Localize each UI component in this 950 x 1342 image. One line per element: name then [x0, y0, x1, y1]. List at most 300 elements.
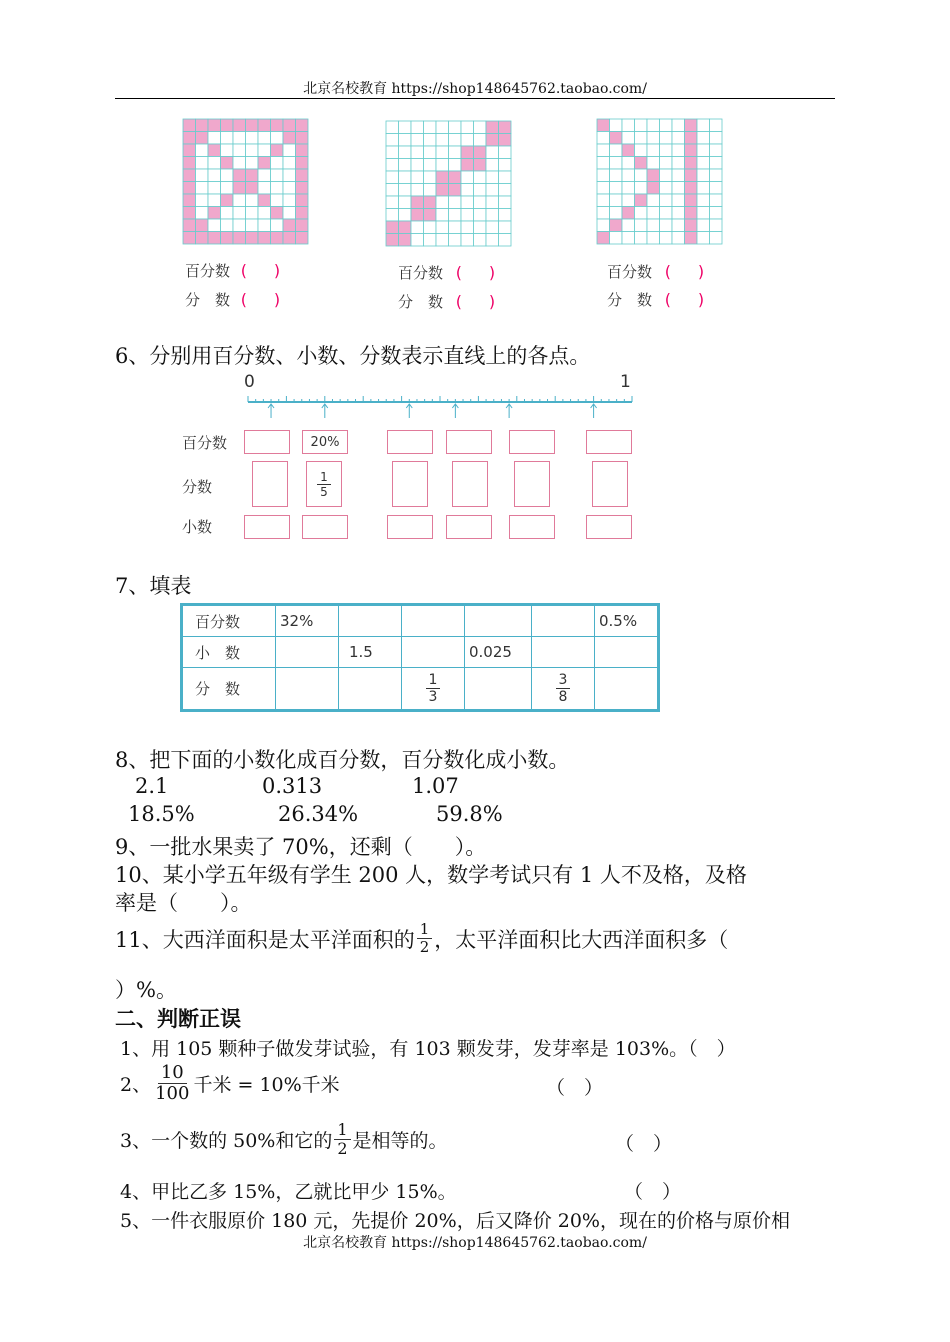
- grid-cell: [399, 234, 412, 247]
- grid-cell: [622, 132, 635, 145]
- grid-cell: [196, 132, 209, 145]
- grid-cell: [386, 184, 399, 197]
- grid-cell: [635, 144, 648, 157]
- grid-cell: [647, 119, 660, 132]
- numberline-end: 1: [620, 372, 631, 392]
- grid-cell: [710, 157, 723, 170]
- grid-cell: [411, 234, 424, 247]
- grid-cell: [647, 169, 660, 182]
- grid-cell: [386, 159, 399, 172]
- grid-cell: [685, 144, 698, 157]
- grid-cell: [660, 232, 673, 245]
- table-cell[interactable]: [532, 637, 595, 668]
- grid-cell: [474, 209, 487, 222]
- grid-cell: [296, 219, 309, 232]
- judge-answer-paren[interactable]: （ ）: [546, 1077, 604, 1099]
- table-row: [183, 637, 658, 668]
- answer-box[interactable]: [586, 430, 632, 454]
- grid-cell: [411, 171, 424, 184]
- grid-cell: [635, 219, 648, 232]
- grid-cell: [386, 209, 399, 222]
- judge-answer-paren[interactable]: （ ）: [615, 1133, 673, 1155]
- grid2-percent-label: 百分数 ( ): [398, 263, 496, 282]
- grid-cell: [474, 171, 487, 184]
- grid-cell: [233, 157, 246, 170]
- q6-title: 6、分别用百分数、小数、分数表示直线上的各点。: [115, 344, 591, 368]
- grid-cell: [386, 234, 399, 247]
- grid-cell: [685, 207, 698, 220]
- grid-cell: [622, 119, 635, 132]
- grid-cell: [296, 182, 309, 195]
- answer-box[interactable]: [387, 430, 433, 454]
- grid-cell: [697, 132, 710, 145]
- grid-cell: [283, 207, 296, 220]
- table-row: [183, 606, 658, 637]
- answer-box[interactable]: [252, 461, 288, 507]
- grid-cell: [672, 144, 685, 157]
- table-cell[interactable]: [532, 606, 595, 637]
- grid-cell: [258, 132, 271, 145]
- row-header: 百分数: [183, 606, 276, 637]
- header-rule: [115, 98, 835, 99]
- grid-cell: [622, 207, 635, 220]
- grid-cell: [697, 119, 710, 132]
- grid-cell: [449, 196, 462, 209]
- answer-box[interactable]: [392, 461, 428, 507]
- fill-table: [180, 603, 660, 712]
- grid-cell: [424, 159, 437, 172]
- q10-line1: 10、某小学五年级有学生 200 人，数学考试只有 1 人不及格，及格: [115, 863, 747, 887]
- answer-box[interactable]: [452, 461, 488, 507]
- grid-cell: [258, 157, 271, 170]
- grid-cell: [499, 121, 512, 134]
- row-header: 分 数: [183, 668, 276, 710]
- grid-cell: [271, 119, 284, 132]
- grid-cell: [183, 119, 196, 132]
- grid-cell: [246, 119, 259, 132]
- grid-cell: [233, 182, 246, 195]
- grid-cell: [474, 184, 487, 197]
- grid-cell: [660, 182, 673, 195]
- grid-cell: [660, 169, 673, 182]
- grid-cell: [233, 144, 246, 157]
- grid-cell: [283, 157, 296, 170]
- row-header: 小 数: [183, 637, 276, 668]
- grid-cell: [461, 121, 474, 134]
- grid-cell: [271, 157, 284, 170]
- grid-cell: [647, 219, 660, 232]
- answer-box[interactable]: [244, 430, 290, 454]
- grid-cell: [597, 194, 610, 207]
- grid-cell: [474, 159, 487, 172]
- grid-cell: [233, 169, 246, 182]
- grid-cell: [399, 171, 412, 184]
- grid-cell: [660, 132, 673, 145]
- grid-cell: [697, 219, 710, 232]
- grid-cell: [672, 194, 685, 207]
- grid-cell: [697, 169, 710, 182]
- grid-cell: [461, 184, 474, 197]
- grid1-fraction-label: 分 数 ( ): [185, 290, 281, 309]
- grid-cell: [436, 221, 449, 234]
- grid-cell: [449, 221, 462, 234]
- grid-cell: [296, 144, 309, 157]
- grid-cell: [208, 182, 221, 195]
- grid-cell: [486, 159, 499, 172]
- grid-cell: [710, 207, 723, 220]
- table-cell-fraction: $\frac{3}{8}$: [532, 668, 595, 710]
- grid-cell: [399, 184, 412, 197]
- grid-cell: [449, 134, 462, 147]
- q6-row-label-fraction: 分数: [182, 478, 213, 496]
- grid-cell: [258, 169, 271, 182]
- grid-cell: [258, 219, 271, 232]
- grid-cell: [424, 184, 437, 197]
- q8-item: 2.1: [135, 774, 169, 798]
- grid-cell: [449, 121, 462, 134]
- grid-cell: [597, 219, 610, 232]
- grid-cell: [436, 146, 449, 159]
- grid-cell: [424, 221, 437, 234]
- grid-cell: [710, 169, 723, 182]
- answer-box[interactable]: [244, 515, 290, 539]
- grid-cell: [710, 194, 723, 207]
- grid-cell: [622, 169, 635, 182]
- grid-cell: [246, 144, 259, 157]
- grid-cell: [597, 132, 610, 145]
- grid-cell: [449, 171, 462, 184]
- grid-cell: [597, 119, 610, 132]
- grid-cell: [672, 169, 685, 182]
- grid-cell: [246, 182, 259, 195]
- grid-cell: [221, 219, 234, 232]
- grid-cell: [296, 207, 309, 220]
- grid-cell: [436, 134, 449, 147]
- grid-cell: [196, 157, 209, 170]
- grid-cell: [411, 184, 424, 197]
- hundred-grid-x-pattern: [182, 118, 312, 248]
- table-cell[interactable]: [339, 606, 402, 637]
- grid-cell: [610, 232, 623, 245]
- table-cell-fraction: $\frac{1}{3}$: [402, 668, 465, 710]
- grid-cell: [610, 157, 623, 170]
- table-cell[interactable]: [595, 668, 658, 710]
- table-cell[interactable]: [402, 637, 465, 668]
- grid-cell: [424, 209, 437, 222]
- table-cell: 0.025: [465, 637, 532, 668]
- grid-cell: [436, 196, 449, 209]
- grid-cell: [424, 146, 437, 159]
- grid-cell: [474, 234, 487, 247]
- grid-cell: [196, 182, 209, 195]
- grid-cell: [246, 219, 259, 232]
- grid-cell: [221, 132, 234, 145]
- grid-cell: [246, 207, 259, 220]
- grid-cell: [424, 171, 437, 184]
- grid-cell: [196, 207, 209, 220]
- grid-cell: [271, 194, 284, 207]
- grid-cell: [622, 194, 635, 207]
- grid-cell: [672, 182, 685, 195]
- grid-cell: [386, 146, 399, 159]
- grid-cell: [461, 159, 474, 172]
- grid-cell: [271, 219, 284, 232]
- grid-cell: [449, 159, 462, 172]
- answer-box[interactable]: [509, 430, 555, 454]
- grid-cell: [221, 232, 234, 245]
- example-fraction-box: $\frac{1}{5}$: [306, 461, 342, 507]
- grid-cell: [196, 232, 209, 245]
- grid-cell: [436, 184, 449, 197]
- table-cell[interactable]: [339, 668, 402, 710]
- section-title: 二、判断正误: [115, 1007, 241, 1031]
- grid-cell: [635, 157, 648, 170]
- grid-cell: [449, 146, 462, 159]
- grid-cell: [233, 219, 246, 232]
- grid-cell: [610, 119, 623, 132]
- grid-cell: [221, 157, 234, 170]
- grid-cell: [271, 132, 284, 145]
- grid-cell: [233, 119, 246, 132]
- q6-row-label-decimal: 小数: [182, 518, 213, 536]
- q8-item: 18.5%: [128, 802, 195, 826]
- grid-cell: [622, 219, 635, 232]
- grid-cell: [183, 144, 196, 157]
- judge-answer-paren[interactable]: （ ）: [624, 1181, 682, 1203]
- grid-cell: [647, 144, 660, 157]
- grid-cell: [424, 121, 437, 134]
- grid-cell: [610, 169, 623, 182]
- grid-cell: [183, 182, 196, 195]
- grid-cell: [660, 144, 673, 157]
- answer-box[interactable]: [514, 461, 550, 507]
- grid-cell: [283, 169, 296, 182]
- grid-cell: [283, 232, 296, 245]
- grid-cell: [635, 232, 648, 245]
- grid-cell: [233, 132, 246, 145]
- grid-cell: [436, 171, 449, 184]
- grid-cell: [486, 234, 499, 247]
- grid-cell: [635, 194, 648, 207]
- grid-cell: [710, 232, 723, 245]
- table-cell[interactable]: [402, 606, 465, 637]
- grid-cell: [486, 146, 499, 159]
- grid-cell: [221, 169, 234, 182]
- grid-cell: [246, 132, 259, 145]
- grid-cell: [610, 132, 623, 145]
- grid-cell: [208, 132, 221, 145]
- grid-cell: [449, 209, 462, 222]
- grid-cell: [258, 194, 271, 207]
- example-percent-box: 20%: [302, 430, 348, 454]
- table-cell[interactable]: [465, 606, 532, 637]
- grid-cell: [610, 144, 623, 157]
- grid-cell: [672, 132, 685, 145]
- grid-cell: [635, 207, 648, 220]
- answer-box[interactable]: [446, 430, 492, 454]
- point-arrow: [506, 404, 512, 418]
- grid-cell: [486, 209, 499, 222]
- grid-cell: [246, 194, 259, 207]
- point-arrow: [406, 404, 412, 418]
- grid-cell: [672, 119, 685, 132]
- grid-cell: [461, 209, 474, 222]
- grid-cell: [411, 159, 424, 172]
- grid-cell: [221, 144, 234, 157]
- numberline-start: 0: [244, 372, 255, 392]
- grid-cell: [685, 182, 698, 195]
- grid-cell: [221, 119, 234, 132]
- grid-cell: [597, 169, 610, 182]
- grid-cell: [685, 194, 698, 207]
- grid-cell: [436, 159, 449, 172]
- judge-item-2: 2、 $\frac{10}{100}$ 千米 = 10%千米: [120, 1062, 340, 1104]
- grid-cell: [461, 196, 474, 209]
- grid-cell: [283, 144, 296, 157]
- grid-cell: [283, 132, 296, 145]
- grid-cell: [399, 159, 412, 172]
- grid-cell: [411, 121, 424, 134]
- answer-box[interactable]: [592, 461, 628, 507]
- grid-cell: [710, 182, 723, 195]
- table-cell: 0.5%: [595, 606, 658, 637]
- grid-cell: [672, 232, 685, 245]
- grid-cell: [183, 157, 196, 170]
- judge-item-4: 4、甲比乙多 15%，乙就比甲少 15%。: [120, 1181, 457, 1203]
- q8-item: 0.313: [262, 774, 323, 798]
- grid-cell: [449, 234, 462, 247]
- answer-box[interactable]: [509, 515, 555, 539]
- table-cell[interactable]: [465, 668, 532, 710]
- grid-cell: [271, 182, 284, 195]
- q8-item: 59.8%: [436, 802, 503, 826]
- grid-cell: [486, 221, 499, 234]
- grid-cell: [597, 157, 610, 170]
- grid-cell: [271, 169, 284, 182]
- grid-cell: [208, 144, 221, 157]
- grid-cell: [386, 134, 399, 147]
- grid-cell: [486, 196, 499, 209]
- grid-cell: [597, 144, 610, 157]
- answer-box[interactable]: [387, 515, 433, 539]
- table-row: [183, 668, 658, 710]
- point-arrow: [268, 404, 274, 418]
- grid-cell: [461, 146, 474, 159]
- grid-cell: [258, 144, 271, 157]
- table-cell[interactable]: [595, 637, 658, 668]
- grid-cell: [486, 134, 499, 147]
- q11-line2: ）%。: [115, 978, 177, 1002]
- table-cell[interactable]: [276, 637, 339, 668]
- grid-cell: [221, 182, 234, 195]
- grid-cell: [183, 169, 196, 182]
- grid-cell: [647, 157, 660, 170]
- grid3-percent-label: 百分数 ( ): [607, 262, 705, 281]
- grid-cell: [710, 119, 723, 132]
- grid-cell: [183, 207, 196, 220]
- q6-row-label-percent: 百分数: [182, 434, 228, 452]
- page-footer: 北京名校教育 https://shop148645762.taobao.com/: [303, 1235, 647, 1251]
- grid-cell: [196, 219, 209, 232]
- grid-cell: [296, 194, 309, 207]
- grid-cell: [296, 157, 309, 170]
- grid-cell: [208, 119, 221, 132]
- grid-cell: [499, 209, 512, 222]
- grid-cell: [386, 221, 399, 234]
- grid-cell: [461, 171, 474, 184]
- grid-cell: [660, 194, 673, 207]
- grid-cell: [283, 194, 296, 207]
- grid-cell: [208, 232, 221, 245]
- grid-cell: [208, 194, 221, 207]
- grid-cell: [399, 209, 412, 222]
- grid-cell: [647, 182, 660, 195]
- grid-cell: [635, 119, 648, 132]
- judge-item-1: 1、用 105 颗种子做发芽试验，有 103 颗发芽，发芽率是 103%。（ ）: [120, 1038, 736, 1060]
- grid-cell: [710, 144, 723, 157]
- grid-cell: [499, 159, 512, 172]
- grid-cell: [283, 182, 296, 195]
- grid-cell: [233, 232, 246, 245]
- grid-cell: [399, 134, 412, 147]
- grid-cell: [685, 232, 698, 245]
- grid-cell: [386, 196, 399, 209]
- grid-cell: [208, 219, 221, 232]
- number-line: [240, 390, 640, 420]
- grid-cell: [258, 207, 271, 220]
- grid-cell: [499, 171, 512, 184]
- grid-cell: [499, 234, 512, 247]
- grid-cell: [474, 134, 487, 147]
- grid-cell: [246, 232, 259, 245]
- grid-cell: [647, 232, 660, 245]
- grid-cell: [697, 144, 710, 157]
- answer-box[interactable]: [446, 515, 492, 539]
- grid-cell: [208, 169, 221, 182]
- grid-cell: [258, 232, 271, 245]
- page-header: 北京名校教育 https://shop148645762.taobao.com/: [303, 81, 647, 97]
- grid-cell: [660, 207, 673, 220]
- table-cell[interactable]: [276, 668, 339, 710]
- hundred-grid-arrow-pattern: [596, 118, 726, 248]
- grid-cell: [258, 182, 271, 195]
- grid-cell: [610, 219, 623, 232]
- q11-line1: 11、大西洋面积是太平洋面积的 $\frac{1}{2}$ ，太平洋面积比大西洋面积多（: [115, 920, 729, 956]
- grid-cell: [697, 182, 710, 195]
- answer-box[interactable]: [302, 515, 348, 539]
- grid-cell: [424, 134, 437, 147]
- grid-cell: [697, 232, 710, 245]
- grid-cell: [246, 157, 259, 170]
- grid-cell: [499, 184, 512, 197]
- grid-cell: [461, 134, 474, 147]
- table-cell: 1.5: [339, 637, 402, 668]
- grid-cell: [283, 219, 296, 232]
- grid-cell: [610, 194, 623, 207]
- grid-cell: [399, 196, 412, 209]
- grid-cell: [436, 234, 449, 247]
- grid-cell: [246, 169, 259, 182]
- grid-cell: [672, 207, 685, 220]
- answer-box[interactable]: [586, 515, 632, 539]
- grid-cell: [183, 194, 196, 207]
- grid-cell: [258, 119, 271, 132]
- grid-cell: [411, 196, 424, 209]
- grid-cell: [411, 146, 424, 159]
- q7-title: 7、填表: [115, 574, 192, 598]
- grid-cell: [597, 232, 610, 245]
- grid-cell: [685, 157, 698, 170]
